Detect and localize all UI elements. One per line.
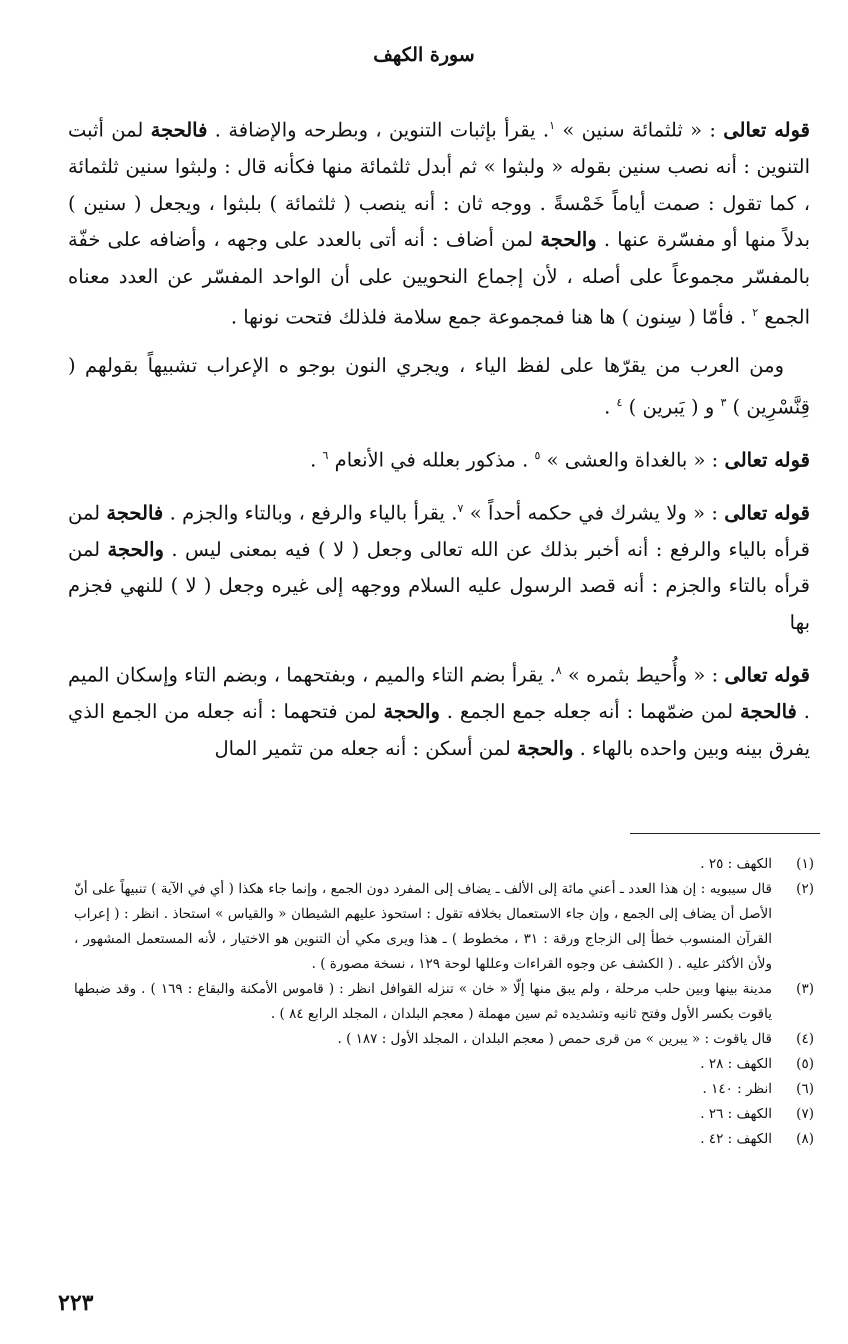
body-paragraph <box>68 438 810 479</box>
footnote-text: الكهف : ٢٨ . <box>700 1056 772 1072</box>
footnote-ref: ٥ <box>534 448 541 462</box>
footnote-ref: ١ <box>549 119 556 132</box>
text-run: لمن أثبت التنوين : أنه نصب سنين بقوله « ولبثوا » ثم أبدل ثلثمائة منها فكأنه قال : ولبثوا سنين ثلثمائة ، كما تقول : صمت أياماً خَمْسةً . ووجه ثان : أنه ينصب ( ثلثمائة ) بلبثوا ، ويجعل ( سنين ) بدلاً منها أو مفسّرة عنها . <box>68 118 810 251</box>
footnote-item <box>74 977 814 1027</box>
text-run: لمن فتحهما : أنه جعله من الجمع الذي يفرق بينه وبين واحده بالهاء . <box>68 700 810 760</box>
text-run: . <box>604 395 617 418</box>
text-run: . <box>310 448 323 471</box>
body-paragraph <box>68 108 810 336</box>
body-paragraph <box>68 653 810 767</box>
footnote-ref: ٨ <box>555 664 562 677</box>
footnote-text: انظر : ١٤٠ . <box>702 1081 772 1097</box>
emphasis-term: والحجة <box>517 736 574 760</box>
emphasis-term: والحجة <box>107 537 164 561</box>
text-run: : « وأُحيط بثمره » <box>561 663 725 687</box>
text-run: . يقرأ بضم التاء والميم ، وبفتحهما ، وبضم التاء وإسكان الميم . <box>68 663 810 723</box>
text-run: . فأمّا ( سِنون ) ها هنا فمجموعة جمع سلامة فلذلك فتحت نونها . <box>230 305 753 329</box>
footnote-text: قال سيبويه : إن هذا العدد ـ أعني مائة إلى الألف ـ يضاف إلى المفرد دون الجمع ، وإنما جاء هكذا ( أي في الآية ) تنبيهاً على أنّ الأصل أن يضاف إلى الجمع ، وإن جاء الاستعمال بخلافه تقول : استحوذ عليهم الشيطان « والقياس » استحاذ . انظر : ( إعراب القرآن المنسوب خطأ إلى الزجاج ورقة : ٣١ ، مخطوط ) ـ هذا ويرى مكي أن التنوين هو الاختيار ، لأنه المستعمل المشهور ، ولأن الأكثر عليه . ( الكشف عن وجوه القراءات وعللها لوحة ١٢٩ ، نسخة مصورة ) . <box>74 881 773 972</box>
footnote-item <box>74 1077 814 1102</box>
body-paragraph <box>68 348 810 426</box>
text-run: لمن قرأه بالياء والرفع : أنه أخبر بذلك عن الله تعالى وجعل ( لا ) فيه بمعنى ليس . <box>68 501 811 561</box>
main-text <box>68 108 810 779</box>
emphasis-term: والحجة <box>383 700 440 723</box>
verse-lead: قوله تعالى <box>723 118 810 142</box>
footnote-item <box>74 852 814 877</box>
footnote-ref: ٤ <box>616 395 623 409</box>
text-run: لمن ضمّهما : أنه جعله جمع الجمع . <box>439 700 741 723</box>
footnote-text: مدينة بينها وبين حلب مرحلة ، ولم يبق منها إلّا « خان » تنزله القوافل انظر : ( قاموس الأمكنة والبقاع : ١٦٩ ) . وقد ضبطها ياقوت بكسر الأول وفتح ثانيه وتشديده ثم سين مهملة ( معجم البلدان ، المجلد الرابع ٨٤ ) . <box>74 981 772 1022</box>
footnote-number: (٣) <box>796 981 814 997</box>
verse-lead: قوله تعالى <box>724 448 810 471</box>
footnotes <box>74 852 814 1152</box>
footnote-item <box>74 1027 814 1052</box>
footnote-number: (٧) <box>796 1106 814 1122</box>
text-run: . يقرأ بإثبات التنوين ، وبطرحه والإضافة . <box>207 118 550 142</box>
text-run: : « ولا يشرك في حكمه أحداً » <box>463 501 725 524</box>
text-run: و ( يَبرين ) <box>622 395 721 418</box>
emphasis-term: فالحجة <box>740 700 797 723</box>
page-number: ٢٢٣ <box>58 1290 94 1316</box>
text-run: لمن أضاف : أنه أتى بالعدد على وجهه ، وأضافه على خفّة بالمفسّر مجموعاً على أصله ، لأن إجماع النحويين على أن الواحد المفسّر عن العدد معناه الجمع <box>68 228 810 329</box>
footnote-number: (١) <box>796 856 814 872</box>
text-run: : « بالغداة والعشى » <box>540 448 725 471</box>
footnote-ref: ٧ <box>457 501 464 515</box>
footnote-text: الكهف : ٤٢ . <box>700 1131 772 1147</box>
body-paragraph <box>68 491 810 642</box>
emphasis-term: فالحجة <box>106 501 164 524</box>
footnote-text: الكهف : ٢٥ . <box>700 856 772 872</box>
footnote-ref: ٦ <box>322 448 329 462</box>
footnote-number: (٤) <box>796 1031 814 1047</box>
footnote-item <box>74 1052 814 1077</box>
page-header-title: سورة الكهف <box>373 44 475 66</box>
footnote-item <box>74 877 814 977</box>
footnote-item <box>74 1102 814 1127</box>
text-run: : « ثلثمائة سنين » <box>555 118 724 142</box>
verse-lead: قوله تعالى <box>724 501 810 524</box>
text-run: لمن قرأه بالتاء والجزم : أنه قصد الرسول عليه السلام ووجهه إلى غيره وجعل ( لا ) للنهي فجزم بها <box>68 537 810 634</box>
footnote-number: (٨) <box>796 1131 814 1147</box>
emphasis-term: فالحجة <box>150 118 208 142</box>
text-run: . مذكور بعلله في الأنعام <box>328 448 535 471</box>
text-run: . يقرأ بالياء والرفع ، وبالتاء والجزم . <box>163 501 458 524</box>
footnote-number: (٦) <box>796 1081 814 1097</box>
text-run: ومن العرب من يقرّها على لفظ الياء ، ويجري النون بوجو ه الإعراب تشبيهاً بقولهم ( قِنَّسْرِين ) <box>68 354 810 418</box>
verse-lead: قوله تعالى <box>724 663 811 687</box>
footnote-number: (٢) <box>796 881 814 897</box>
footnote-number: (٥) <box>796 1056 814 1072</box>
footnote-text: الكهف : ٢٦ . <box>700 1106 772 1122</box>
footnote-ref: ٣ <box>720 395 727 409</box>
footnote-text: قال ياقوت : « يبرين » من قرى حمص ( معجم البلدان ، المجلد الأول : ١٨٧ ) . <box>337 1031 772 1047</box>
text-run: لمن أسكن : أنه جعله من تثمير المال <box>214 736 518 760</box>
footnote-separator <box>630 833 820 834</box>
emphasis-term: والحجة <box>540 228 597 251</box>
footnote-item <box>74 1127 814 1152</box>
footnote-ref: ٢ <box>752 306 759 319</box>
